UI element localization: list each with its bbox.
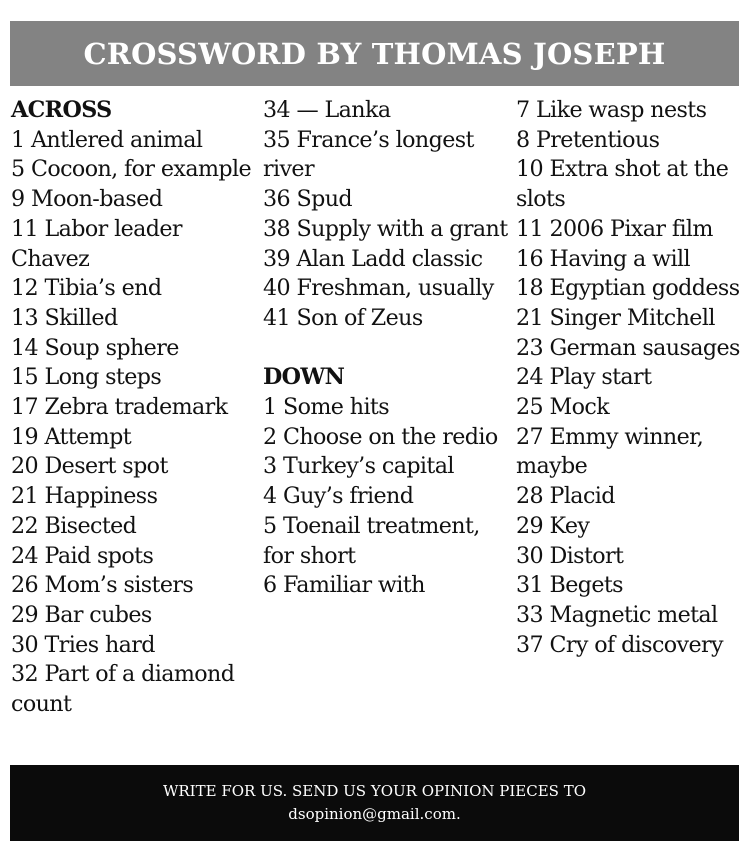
across-clue: 35 France’s longest river [263, 126, 474, 183]
down-clue: 37 Cry of discovery [516, 631, 723, 658]
down-clue: 30 Distort [516, 542, 624, 569]
across-clue: 13 Skilled [11, 304, 118, 331]
across-heading: ACROSS [11, 97, 112, 123]
down-clue: 6 Familiar with [263, 572, 425, 599]
across-clue: 12 Tibia’s end [11, 275, 162, 302]
down-clue: 7 Like wasp nests [516, 97, 707, 123]
across-clue: 36 Spud [263, 186, 352, 213]
page-title: CROSSWORD BY THOMAS JOSEPH [83, 36, 666, 71]
across-clue: 29 Bar cubes [11, 601, 152, 628]
across-clue: 11 Labor leader Chavez [11, 215, 182, 272]
across-clue: 40 Freshman, usually [263, 275, 494, 302]
down-heading: DOWN [263, 364, 345, 391]
across-clue: 1 Antlered animal [11, 126, 203, 153]
across-clue: 14 Soup sphere [11, 334, 179, 361]
across-clue: 21 Happiness [11, 483, 158, 510]
down-clue: 18 Egyptian goddess [516, 275, 740, 302]
across-clue: 41 Son of Zeus [263, 304, 423, 331]
across-clue: 30 Tries hard [11, 631, 155, 658]
down-clue: 3 Turkey’s capital [263, 453, 454, 480]
section-spacer [263, 334, 509, 364]
column-3 [516, 96, 744, 660]
down-clue: 28 Placid [516, 483, 615, 510]
across-clue: 20 Desert spot [11, 453, 168, 480]
across-clue: 24 Paid spots [11, 542, 154, 569]
across-clue: 38 Supply with a grant [263, 215, 508, 242]
across-clue: 5 Cocoon, for example [11, 156, 252, 183]
down-clue: 27 Emmy winner, maybe [516, 423, 704, 480]
down-clue: 21 Singer Mitchell [516, 304, 715, 331]
across-clue: 15 Long steps [11, 364, 162, 391]
down-clue: 25 Mock [516, 394, 610, 421]
down-clue: 29 Key [516, 512, 590, 539]
down-clue: 33 Magnetic metal [516, 601, 718, 628]
across-clue: 26 Mom’s sisters [11, 572, 194, 599]
footer-banner [10, 765, 739, 841]
across-clue: 9 Moon-based [11, 186, 163, 213]
down-clue: 16 Having a will [516, 245, 690, 272]
down-clue: 10 Extra shot at the slots [516, 156, 729, 213]
down-clue: 24 Play start [516, 364, 652, 391]
across-clue: 19 Attempt [11, 423, 132, 450]
across-clue: 17 Zebra trademark [11, 394, 228, 421]
across-clue: 22 Bisected [11, 512, 137, 539]
down-clue: 23 German sausages [516, 334, 740, 361]
down-clue: 8 Pretentious [516, 126, 660, 153]
across-clue: 39 Alan Ladd classic [263, 245, 483, 272]
footer-email: dsopinion@gmail.com. [288, 805, 461, 823]
down-clue: 31 Begets [516, 572, 623, 599]
down-clue: 2 Choose on the redio [263, 423, 498, 450]
column-2 [263, 96, 509, 601]
down-clue: 4 Guy’s friend [263, 483, 414, 510]
down-clue: 11 2006 Pixar film [516, 215, 713, 242]
page-title-banner [10, 21, 739, 86]
column-1 [11, 96, 257, 720]
across-clue: 32 Part of a diamond count [11, 661, 235, 718]
footer-text: WRITE FOR US. SEND US YOUR OPINION PIECES TO [162, 782, 587, 800]
down-clue: 1 Some hits [263, 394, 390, 421]
down-clue: 5 Toenail treatment, for short [263, 512, 480, 569]
clue-columns [11, 96, 740, 756]
across-clue: 34 — Lanka [263, 97, 391, 123]
